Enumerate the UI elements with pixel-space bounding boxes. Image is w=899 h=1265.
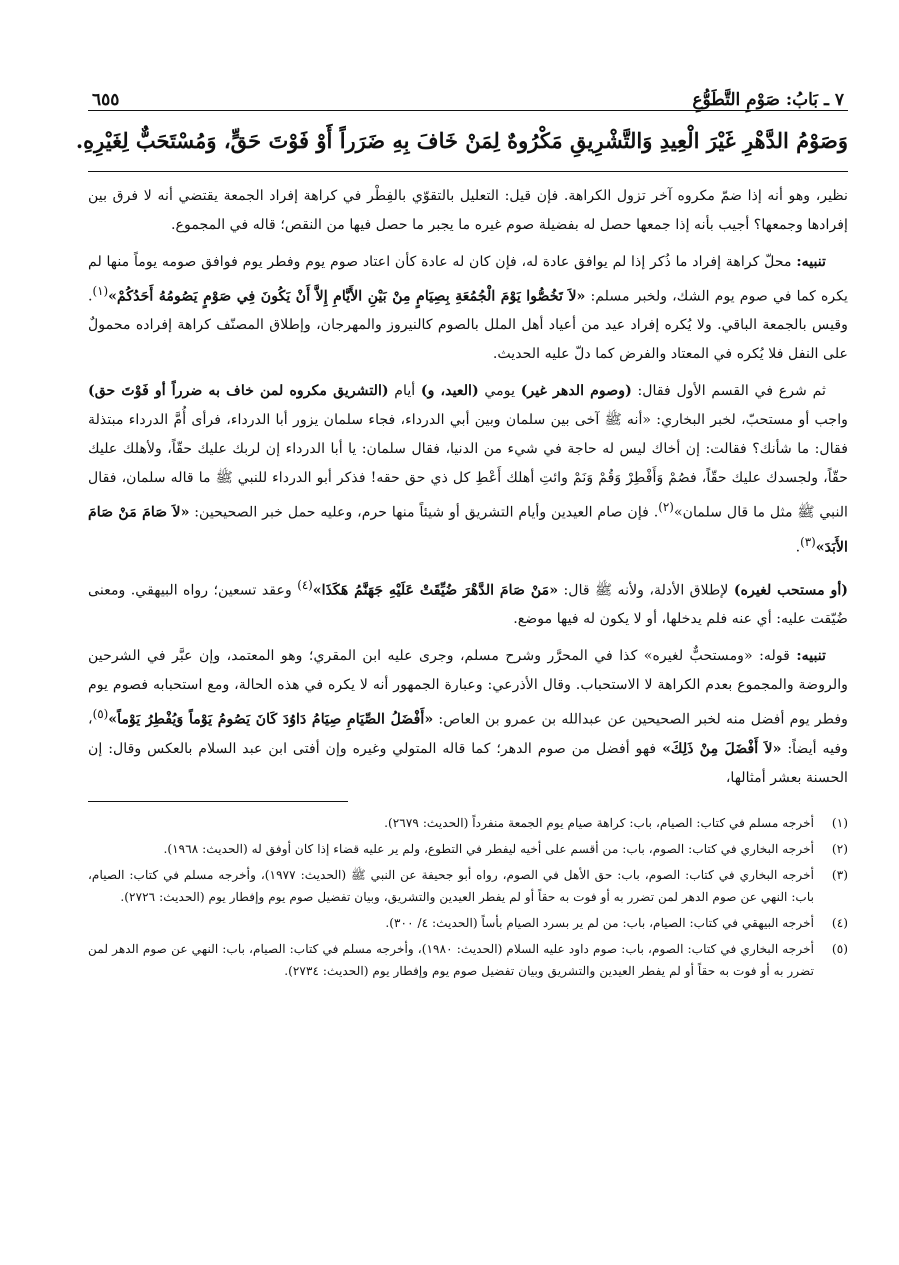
matn-text: وَصَوْمُ الدَّهْرِ غَيْرَ الْعِيدِ وَالتَّشْرِيقِ مَكْرُوهٌ لِمَنْ خَافَ بِهِ ضَرَراً أَوْ فَوْتَ حَقٍّ، وَمُسْتَحَبٌّ لِغَيْرِهِ. bbox=[75, 128, 848, 153]
footnote-number: (٢) bbox=[831, 842, 848, 857]
footnote-item bbox=[88, 838, 848, 860]
text-run: واجب أو مستحبّ، لخبر البخاري: «أنه ﷺ آخى بين سلمان وبين أبي الدرداء، فجاء سلمان يزور أبا الدرداء، فرأى أُمَّ الدرداء مبتذلة فقال: ما شأنك؟ فقالت: إن أخاك ليس له حاجة في شيء من الدنيا، فقال سلمان: يا أبا الدرداء إن لربك عليك حقّاً، ولأهلك عليك حقّاً، ولجسدك عليك حقّاً، فصُمْ وَأَفْطِرْ وَقُمْ وَنَمْ وائتِ أهلك أَعْطِ كل ذي حق حقه! فذكر أبو الدرداء للنبي ﷺ ما قاله سلمان، فقال النبي ﷺ مثل ما قال سلمان» bbox=[88, 412, 848, 521]
footnote-item bbox=[88, 864, 848, 908]
footnote-text: أخرجه مسلم في كتاب: الصيام، باب: كراهة صيام يوم الجمعة منفرداً (الحديث: ٢٦٧٩). bbox=[384, 816, 814, 831]
matn-quote: (أو مستحب لغيره) bbox=[733, 582, 849, 599]
page bbox=[75, 84, 849, 986]
text-run: لإطلاق الأدلة، ولأنه ﷺ قال: bbox=[558, 582, 734, 599]
footnote-item bbox=[88, 938, 848, 982]
matn-divider bbox=[88, 171, 848, 172]
matn-quote: (وصوم الدهر غير) bbox=[520, 383, 632, 400]
matn-quote: (العيد، و) bbox=[420, 383, 479, 400]
footnote-ref: (٤) bbox=[297, 577, 313, 592]
paragraph-3: ثم شرع في القسم الأول فقال: (وصوم الدهر غير) يومي (العيد، و) أيام (التشريق مكروه لمن خاف به ضرراً أو فَوْتَ حق) واجب أو مستحبّ، لخبر البخاري: «أنه ﷺ آخى بين سلمان وبين أبي الدرداء، فجاء سلمان يزور أبا الدرداء، فرأى أُمَّ الدرداء مبتذلة فقال: ما شأنك؟ فقالت: إن أخاك ليس له حاجة في شيء من الدنيا، فقال سلمان: يا أبا الدرداء إن لربك عليك حقّاً، ولأهلك عليك حقّاً، ولجسدك عليك حقّاً، فصُمْ وَأَفْطِرْ وَقُمْ وَنَمْ وائتِ أهلك أَعْطِ كل ذي حق حقه! فذكر أبو الدرداء للنبي ﷺ ما قاله سلمان، فقال النبي ﷺ مثل ما قال سلمان»$^{(٢)}$. فإن صام العيدين وأيام التشريق أو شيئاً منها حرم، وعليه حمل خبر الصحيحين: «لاَ صَامَ مَنْ صَامَ الأَبَدَ»$^{(٣)}$. bbox=[88, 383, 848, 556]
page-number: ٦٥٥ bbox=[92, 90, 120, 110]
text-run: أيام bbox=[388, 383, 421, 400]
text-run: وعقد تسعين؛ رواه البيهقي. ومعنى ضُيّقت عليه: أي عنه فلم يدخلها، أو لا يكون له فيها موضع. bbox=[88, 582, 848, 628]
matn-quote: (التشريق مكروه لمن خاف به ضرراً أو فَوْتَ حق) bbox=[88, 383, 389, 400]
commentary-body bbox=[88, 182, 848, 794]
text-run: محلّ كراهة إفراد ما ذُكر إذا لم يوافق عادة له، فإن كان له عادة كأن اعتاد صوم يوم وفطر يوم فوافق صومه يوماً منها لم يكره كما في صوم يوم الشك، ولخبر مسلم: bbox=[88, 253, 848, 305]
chapter-title: ٧ ـ بَابُ: صَوْمِ التَّطَوُّعِ bbox=[692, 90, 844, 110]
paragraph-5 bbox=[88, 642, 848, 793]
paragraph-1: نظير، وهو أنه إذا ضمّ مكروه آخر تزول الكراهة. فإن قيل: التعليل بالتقوّي بالفِطْر في كراهة إفراد الجمعة يقتضي أنه لا فرق بين إفرادها وجمعها؟ أجيب بأنه إذا جمعها حصل له بفضيلة صوم غيره ما يجبر ما حصل فيها من النقص؛ قاله في المجموع. bbox=[88, 187, 848, 233]
hadith-quote: «لاَ تَخُصُّوا يَوْمَ الْجُمُعَةِ بِصِيَامٍ مِنْ بَيْنِ الأَيَّامِ إِلاَّ أَنْ يَكُونَ فِي صَوْمٍ يَصُومُهُ أَحَدُكُمْ» bbox=[108, 288, 586, 305]
hadith-quote: «لاَ صَامَ مَنْ صَامَ الأَبَدَ» bbox=[88, 504, 848, 556]
paragraph-2 bbox=[88, 248, 848, 370]
footnote-number: (٥) bbox=[831, 942, 848, 957]
footnote-ref: (٣) bbox=[800, 534, 816, 549]
footnote-text: أخرجه البخاري في كتاب: الصوم، باب: من أقسم على أخيه ليفطر في التطوع، ولم ير عليه قضاء إذا كان أوفق له (الحديث: ١٩٦٨). bbox=[163, 842, 814, 857]
text-run: . فإن صام العيدين وأيام التشريق أو شيئاً منها حرم، وعليه حمل خبر الصحيحين: bbox=[189, 504, 659, 521]
footnote-item bbox=[88, 812, 848, 834]
footnotes bbox=[88, 812, 848, 982]
text-run: ثم شرع في القسم الأول فقال: bbox=[631, 383, 826, 400]
text-run: يومي bbox=[478, 383, 521, 400]
footnote-number: (٣) bbox=[831, 868, 848, 883]
footnote-ref: (٢) bbox=[658, 500, 674, 515]
hadith-quote: «مَنْ صَامَ الدَّهْرَ ضُيِّقَتْ عَلَيْهِ جَهَنَّمُ هَكَذَا» bbox=[312, 582, 559, 599]
note-label: تنبيه: bbox=[796, 648, 826, 665]
footnote-separator bbox=[88, 801, 348, 802]
text-run: ، وفيه أيضاً: bbox=[88, 712, 848, 758]
hadith-quote: «أَفْضَلُ الصِّيَامِ صِيَامُ دَاوُدَ كَانَ يَصُومُ يَوْماً وَيُفْطِرُ يَوْماً» bbox=[108, 712, 434, 729]
running-header bbox=[88, 84, 848, 111]
footnote-text: أخرجه البخاري في كتاب: الصوم، باب: صوم داود عليه السلام (الحديث: ١٩٨٠)، وأخرجه مسلم في كتاب: الصيام، باب: النهي عن صوم الدهر لمن تضرر به أو فوت به حقاً أو لم يفطر العيدين والتشريق وبيان تفضيل صوم يوم وإفطار يوم (الحديث: ٢٧٣٤). bbox=[88, 942, 814, 979]
footnote-number: (١) bbox=[831, 816, 848, 831]
footnote-number: (٤) bbox=[831, 916, 848, 931]
note-label: تنبيه: bbox=[796, 253, 826, 270]
text-run: فهو أفضل من صوم الدهر؛ كما قاله المتولي وغيره وإن أفتى ابن عبد السلام بالعكس وقال: إن الحسنة بعشر أمثالها، bbox=[88, 741, 848, 787]
footnote-text: أخرجه البخاري في كتاب: الصوم، باب: حق الأهل في الصوم، رواه أبو جحيفة عن النبي ﷺ (الحديث: ١٩٧٧)، وأخرجه مسلم في كتاب: الصيام، باب: النهي عن صوم الدهر لمن تضرر به أو فوت به حقاً أو لم يفطر العيدين والتشريق، وبيان تفضيل صوم يوم وإفطار يوم (الحديث: ٢٧٢٦). bbox=[88, 868, 815, 905]
paragraph-4 bbox=[88, 571, 848, 635]
hadith-quote: «لاَ أَفْضَلَ مِنْ ذَلِكَ» bbox=[662, 741, 782, 758]
footnote-item bbox=[88, 912, 848, 934]
footnote-ref: (٥) bbox=[92, 707, 109, 722]
footnote-text: أخرجه البيهقي في كتاب: الصيام، باب: من لم ير بسرد الصيام بأساً (الحديث: ٤/ ٣٠٠). bbox=[385, 916, 814, 931]
footnote-ref: (١) bbox=[92, 283, 109, 298]
text-run: قوله: «ومستحبٌّ لغيره» كذا في المحرَّر وشرح مسلم، وجرى عليه ابن المقري؛ وهو المعتمد، وإن عبَّر في الشرحين والروضة والمجموع بعدم الكراهة لا الاستحباب. وقال الأذرعي: وعبارة الجمهور أنه لا يكره في هذه الحالة، ومع استحبابه فصوم يوم وفطر يوم أفضل منه لخبر الصحيحين عن عبدالله بن عمرو بن العاص: bbox=[88, 648, 849, 729]
text-run: . وقيس بالجمعة الباقي. ولا يُكره إفراد عيد من أعياد أهل الملل بالصوم كالنيروز والمهرجان، وإطلاق المصنّف كراهة إفراده محمولٌ على النفل فلا يُكره في المعتاد والفرض كما دلّ عليه الحديث. bbox=[88, 288, 848, 363]
